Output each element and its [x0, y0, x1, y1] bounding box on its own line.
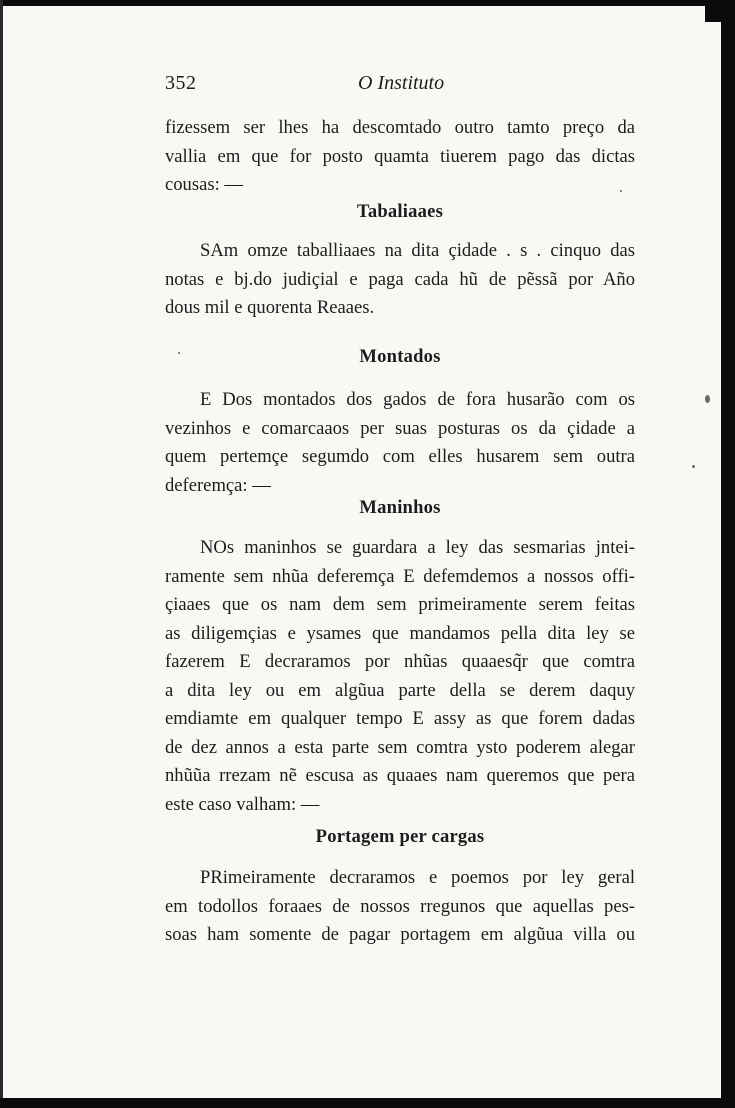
scan-speck — [705, 395, 710, 403]
text-line: de dez annos a esta parte sem comtra ysto poderem alegar — [165, 736, 635, 758]
text-line: quem pertemçe segumdo com elles husarem sem outra — [165, 446, 635, 467]
heading-maninhos: Maninhos — [359, 497, 441, 518]
heading-tabaliaaes: Tabaliaaes — [356, 201, 444, 222]
scan-border-bottom — [0, 1098, 735, 1108]
text-line: dous mil e quorenta Reaaes. — [165, 297, 375, 318]
paragraph-montados — [165, 386, 635, 500]
text-line: fizessem ser lhes ha descomtado outro tamto preço da — [165, 117, 635, 138]
text-line: fazerem E decraramos por nhũas quaaesq̃r que comtra — [165, 651, 635, 672]
text-line: notas e bj.do judiçial e paga cada hũ de pẽssã por Año — [165, 268, 635, 290]
text-line: deferemça: — — [165, 474, 271, 496]
text-line: as diligemçias e ysames que mandamos pella dita ley se — [165, 622, 635, 644]
text-line: emdiamte em qualquer tempo E assy as que forem dadas — [165, 708, 635, 729]
paragraph-maninhos — [165, 534, 635, 819]
scan-border-corner — [705, 0, 735, 22]
running-title: O Instituto — [358, 72, 445, 94]
text-line: E Dos montados dos gados de fora husarão com os — [200, 389, 635, 410]
heading-portagem: Portagem per cargas — [315, 826, 485, 847]
paragraph-intro — [165, 114, 635, 200]
heading-montados: Montados — [359, 346, 441, 367]
text-line: cousas: — — [165, 174, 243, 195]
text-line: NOs maninhos se guardara a ley das sesmarias jntei- — [200, 537, 635, 558]
text-line: PRimeiramente decraramos e poemos por ley geral — [200, 867, 635, 888]
paragraph-tabaliaaes — [165, 237, 635, 323]
text-line: ramente sem nhũa deferemça E defemdemos a nossos offi- — [165, 565, 635, 587]
text-line: vallia em que for posto quamta tiuerem pago das dictas — [165, 145, 635, 167]
scan-border-top — [0, 0, 735, 6]
text-line: vezinhos e comarcaaos per suas posturas os da çidade a — [165, 417, 635, 439]
text-line: nhũũa rrezam nẽ escusa as quaaes nam queremos que pera — [165, 765, 635, 786]
text-line: çiaaes que os nam dem sem primeiramente serem feitas — [165, 594, 635, 615]
scan-speck — [692, 465, 695, 468]
page-number: 352 — [165, 72, 197, 94]
text-line: a dita ley ou em algũua parte della se derem daquy — [165, 679, 635, 701]
text-line: soas ham somente de pagar portagem em algũua villa ou — [165, 924, 635, 945]
text-line: SAm omze taballiaaes na dita çidade . s . cinquo das — [200, 240, 635, 261]
text-line: em todollos foraaes de nossos rregunos que aquellas pes- — [165, 895, 635, 917]
text-line: este caso valham: — — [165, 793, 320, 815]
scan-border-right — [721, 0, 735, 1108]
paragraph-portagem — [165, 864, 635, 950]
scan-border-left — [0, 0, 3, 1108]
